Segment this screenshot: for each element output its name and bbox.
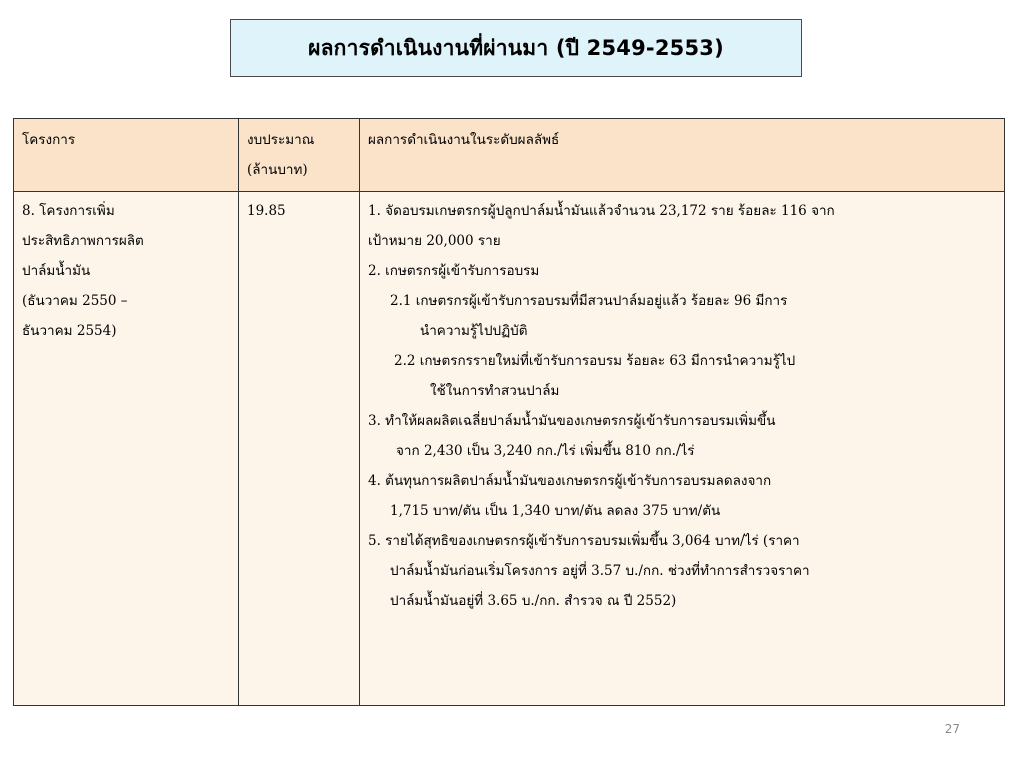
- result-line: ปาล์มน้ำมันก่อนเริ่มโครงการ อยู่ที่ 3.57 บ./กก. ช่วงที่ทำการสำรวจราคา: [390, 563, 810, 579]
- project-name-line: ประสิทธิภาพการผลิต: [22, 233, 144, 249]
- project-name-line: 8. โครงการเพิ่ม: [22, 203, 115, 219]
- result-line: 2.2 เกษตรกรรายใหม่ที่เข้ารับการอบรม ร้อยละ 63 มีการนำความรู้ไป: [394, 353, 796, 369]
- result-line: 2. เกษตรกรผู้เข้ารับการอบรม: [368, 263, 540, 279]
- results-table: [13, 118, 1005, 706]
- title-box: [230, 19, 802, 77]
- result-line: 1. จัดอบรมเกษตรกรผู้ปลูกปาล์มน้ำมันแล้วจำนวน 23,172 ราย ร้อยละ 116 จาก: [368, 203, 835, 219]
- table-row: [14, 192, 1005, 706]
- header-budget: [239, 119, 360, 192]
- result-line: ปาล์มน้ำมันอยู่ที่ 3.65 บ./กก. สำรวจ ณ ปี 2552): [390, 593, 677, 609]
- result-line: 2.1 เกษตรกรผู้เข้ารับการอบรมที่มีสวนปาล์มอยู่แล้ว ร้อยละ 96 มีการ: [390, 293, 788, 309]
- result-line: 1,715 บาท/ตัน เป็น 1,340 บาท/ตัน ลดลง 375 บาท/ตัน: [390, 503, 721, 519]
- header-project: [14, 119, 239, 192]
- project-cell: [14, 192, 239, 706]
- table-header-row: [14, 119, 1005, 192]
- result-line: เป้าหมาย 20,000 ราย: [368, 233, 501, 249]
- budget-cell: [239, 192, 360, 706]
- project-name-line: ปาล์มน้ำมัน: [22, 263, 91, 279]
- header-project-label: โครงการ: [22, 132, 76, 148]
- result-line: นำความรู้ไปปฏิบัติ: [420, 323, 528, 339]
- budget-value: 19.85: [247, 203, 286, 219]
- result-line: จาก 2,430 เป็น 3,240 กก./ไร่ เพิ่มขึ้น 810 กก./ไร่: [396, 443, 695, 459]
- header-results-label: ผลการดำเนินงานในระดับผลลัพธ์: [368, 132, 560, 148]
- result-line: 3. ทำให้ผลผลิตเฉลี่ยปาล์มน้ำมันของเกษตรกรผู้เข้ารับการอบรมเพิ่มขึ้น: [368, 413, 776, 429]
- project-period-line: (ธันวาคม 2550 –: [22, 293, 128, 309]
- page-title: ผลการดำเนินงานที่ผ่านมา (ปี 2549-2553): [308, 35, 724, 60]
- results-cell: [360, 192, 1005, 706]
- project-period-line: ธันวาคม 2554): [22, 323, 117, 339]
- result-line: ใช้ในการทำสวนปาล์ม: [430, 383, 560, 399]
- result-line: 5. รายได้สุทธิของเกษตรกรผู้เข้ารับการอบรมเพิ่มขึ้น 3,064 บาท/ไร่ (ราคา: [368, 533, 800, 549]
- header-results: [360, 119, 1005, 192]
- header-budget-unit: (ล้านบาท): [247, 162, 308, 178]
- result-line: 4. ต้นทุนการผลิตปาล์มน้ำมันของเกษตรกรผู้เข้ารับการอบรมลดลงจาก: [368, 473, 772, 489]
- page-number: 27: [944, 722, 960, 736]
- header-budget-label: งบประมาณ: [247, 132, 315, 148]
